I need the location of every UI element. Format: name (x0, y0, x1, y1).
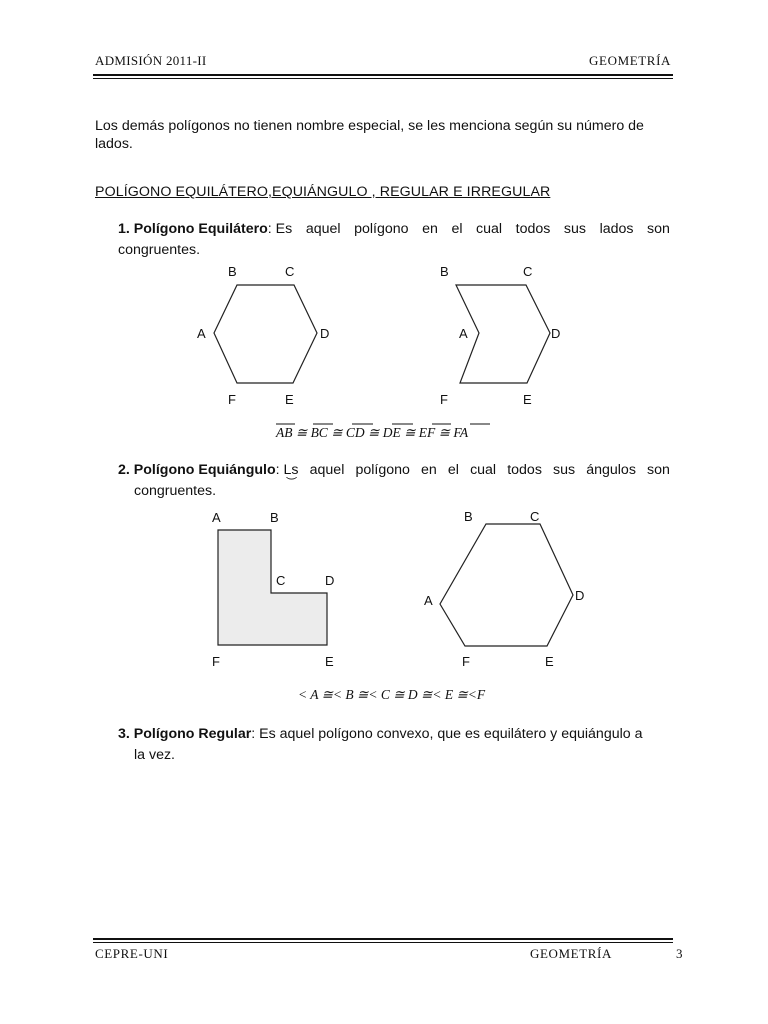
item-1-word: lados (599, 221, 634, 237)
vertex-label: F (462, 654, 470, 669)
item-2-word: : L͜s (275, 462, 299, 478)
vertex-label: B (228, 264, 237, 279)
item-2-word: cual (470, 462, 497, 478)
item-2-line-2: congruentes. (134, 483, 217, 499)
vertex-label: E (523, 392, 532, 407)
vertex-label: B (440, 264, 449, 279)
vertex-label: D (325, 573, 335, 588)
item-2-number: 2. (118, 462, 130, 478)
formula-equiangular: < A ≅< B ≅< C ≅ D ≅< E ≅<F (298, 687, 486, 702)
item-1-word: son (647, 221, 670, 237)
segment: CD (345, 425, 365, 440)
vertex-label: F (228, 392, 236, 407)
item-2-word: polígono (355, 462, 410, 478)
figure-equilateral-concave (440, 264, 560, 407)
header-right: GEOMETRÍA (589, 53, 671, 68)
item-3-term: Polígono Regular (133, 726, 252, 742)
footer-rule-thick (93, 938, 673, 940)
item-1-word: : Es (267, 221, 293, 237)
vertex-label: A (459, 326, 468, 341)
item-1-number: 1. (118, 221, 130, 237)
vertex-label: C (285, 264, 295, 279)
segment: DE (382, 425, 401, 440)
vertex-label: C (530, 509, 540, 524)
figure-equilateral-hexagon (197, 264, 329, 407)
item-3-text: : Es aquel polígono convexo, que es equilátero y equiángulo a (251, 726, 643, 742)
item-2-word: sus (553, 462, 576, 478)
item-2-word: aquel (309, 462, 345, 478)
item-1-word: en (422, 221, 438, 237)
item-1-word: cual (476, 221, 503, 237)
item-1-word: sus (563, 221, 586, 237)
item-1-term: Polígono Equilátero (133, 221, 268, 237)
footer-rule-thin (93, 942, 673, 943)
item-1-word: todos (515, 221, 551, 237)
item-1-word: polígono (354, 221, 409, 237)
footer-left: CEPRE-UNI (95, 946, 169, 961)
vertex-label: E (545, 654, 554, 669)
figure-equiangular-hexagon (424, 509, 584, 669)
vertex-label: A (212, 510, 221, 525)
header-left: ADMISIÓN 2011-II (95, 53, 207, 68)
page-number: 3 (676, 946, 683, 961)
vertex-label: E (285, 392, 294, 407)
concave-outline (456, 285, 550, 383)
section-title: POLÍGONO EQUILÁTERO,EQUIÁNGULO , REGULAR E IRREGULAR (95, 184, 551, 200)
item-2-term: Polígono Equiángulo (133, 462, 276, 478)
formula-equilateral (275, 424, 490, 440)
segment: BC (310, 425, 328, 440)
formula-text: AB ≅ BC ≅ CD ≅ DE ≅ EF ≅ FA (276, 425, 469, 440)
item-2-word: el (447, 462, 459, 478)
vertex-label: C (276, 573, 286, 588)
item-2-word: todos (507, 462, 542, 478)
item-2-word: ángulos (586, 462, 636, 478)
item-2-word: son (647, 462, 670, 478)
vertex-label: F (212, 654, 220, 669)
hexagon-outline (214, 285, 317, 383)
item-1-word: el (451, 221, 463, 237)
vertex-label: A (197, 326, 206, 341)
vertex-label: D (320, 326, 330, 341)
vertex-label: C (523, 264, 533, 279)
item-3-number: 3. (118, 726, 130, 742)
vertex-label: D (575, 588, 585, 603)
segment: FA (453, 425, 469, 440)
vertex-label: E (325, 654, 334, 669)
item-1-word: aquel (305, 221, 341, 237)
lshape-outline (218, 530, 327, 645)
vertex-label: A (424, 593, 433, 608)
segment: AB (276, 425, 293, 440)
vertex-label: D (551, 326, 561, 341)
vertex-label: F (440, 392, 448, 407)
hexagon-outline (440, 524, 573, 646)
intro-paragraph: Los demás polígonos no tienen nombre especial, se les menciona según su número de lados. (95, 118, 644, 152)
item-2-word: en (421, 462, 437, 478)
vertex-label: B (464, 509, 473, 524)
figure-equiangular-lshape (212, 510, 334, 669)
vertex-label: B (270, 510, 279, 525)
footer-title: GEOMETRÍA (530, 946, 612, 961)
item-1-line-2: congruentes. (118, 242, 201, 258)
item-3-line-2: la vez. (134, 747, 176, 763)
segment: EF (418, 425, 436, 440)
